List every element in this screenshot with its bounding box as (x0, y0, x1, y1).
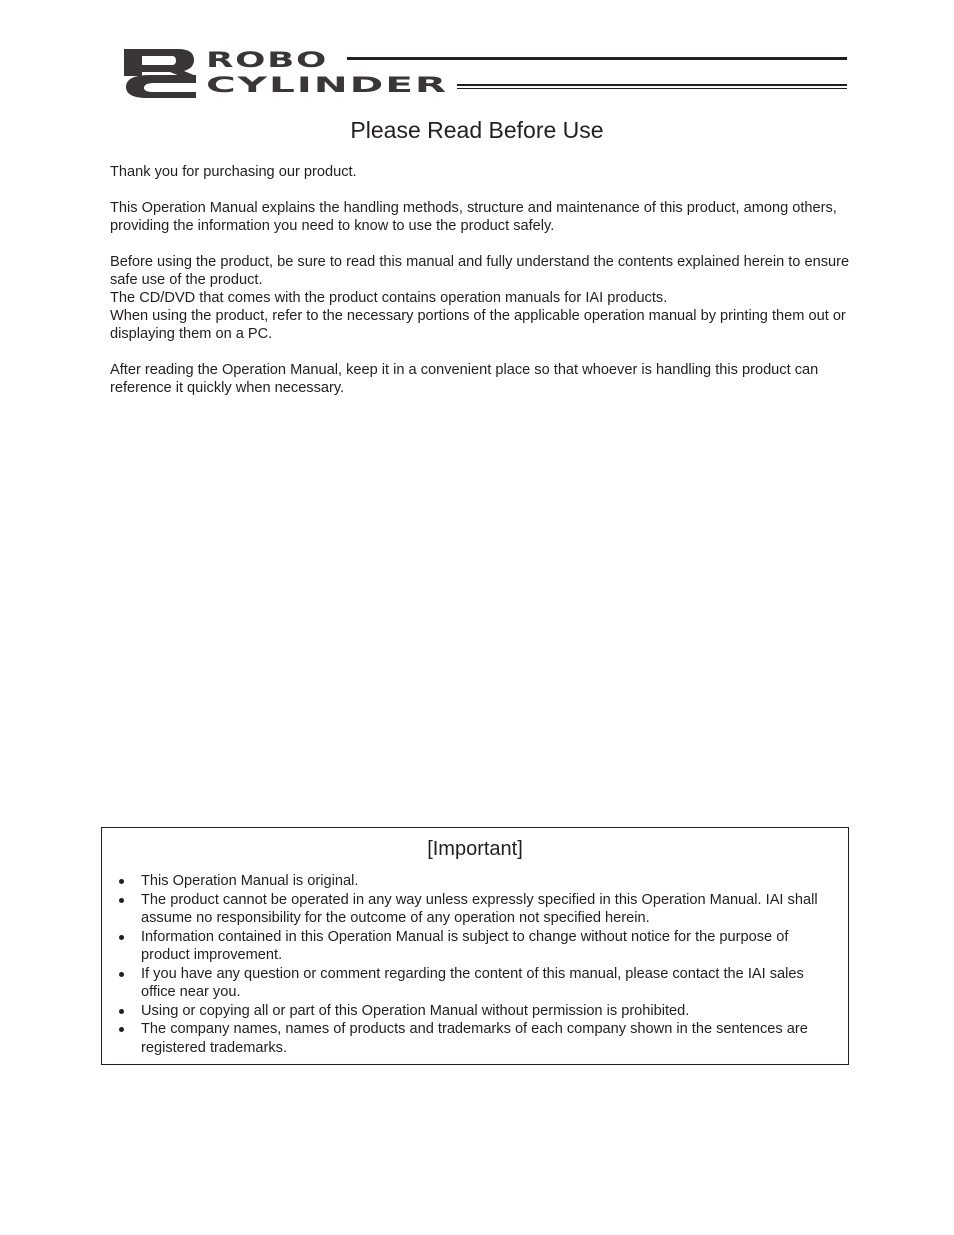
important-item-text: The product cannot be operated in any way unless expressly specified in this Operation Manual. IAI shall assume no responsibility for the outcome of any operation not specified herein. (141, 891, 818, 926)
bullet-icon (119, 1027, 124, 1032)
intro-line: Before using the product, be sure to read this manual and fully understand the contents explained herein to ensure safe use of the product. (110, 254, 850, 288)
logo-word-cylinder: CYLINDER (206, 73, 448, 97)
important-title: [Important] (427, 838, 523, 860)
important-item-text: Information contained in this Operation Manual is subject to change without notice for the purpose of product improvement. (141, 928, 789, 963)
bullet-icon (119, 1009, 124, 1014)
intro-line: When using the product, refer to the necessary portions of the applicable operation manual by printing them out or displaying them on a PC. (110, 308, 846, 342)
bullet-icon (119, 898, 124, 903)
bullet-icon (119, 935, 124, 940)
bullet-icon (119, 972, 124, 977)
important-item (102, 1020, 848, 1057)
intro-paragraph-thanks (110, 163, 850, 181)
important-item (102, 965, 848, 1002)
bullet-icon (119, 879, 124, 884)
important-item (102, 1002, 848, 1021)
intro-text (110, 163, 850, 415)
intro-paragraph-keep-manual (110, 361, 850, 397)
intro-line: After reading the Operation Manual, keep it in a convenient place so that whoever is handling this product can reference it quickly when necessary. (110, 362, 819, 396)
logo-word-robo: ROBO (206, 48, 328, 72)
important-notice-box (101, 827, 849, 1065)
intro-paragraph-manual-purpose (110, 199, 850, 235)
header-rule-bottom (457, 84, 847, 86)
important-item (102, 928, 848, 965)
important-item-text: The company names, names of products and trademarks of each company shown in the sentences are registered trademarks. (141, 1021, 808, 1056)
important-item-text: This Operation Manual is original. (141, 873, 359, 889)
intro-line: This Operation Manual explains the handling methods, structure and maintenance of this product, among others, providing the information you need to know to use the product safely. (110, 200, 837, 234)
robo-cylinder-logo (120, 46, 460, 100)
page-title: Please Read Before Use (350, 117, 604, 143)
header-rule-top (347, 57, 847, 60)
important-item (102, 891, 848, 928)
important-list (102, 872, 848, 1057)
important-item (102, 872, 848, 891)
header (120, 46, 850, 100)
important-item-text: Using or copying all or part of this Operation Manual without permission is prohibited. (141, 1002, 690, 1019)
intro-line: The CD/DVD that comes with the product contains operation manuals for IAI products. (110, 290, 668, 306)
header-rule-bottom-thin (457, 88, 847, 89)
intro-paragraph-before-use (110, 253, 850, 343)
important-item-text: If you have any question or comment regarding the content of this manual, please contact the IAI sales office near you. (141, 965, 804, 1000)
intro-line: Thank you for purchasing our product. (110, 164, 357, 180)
